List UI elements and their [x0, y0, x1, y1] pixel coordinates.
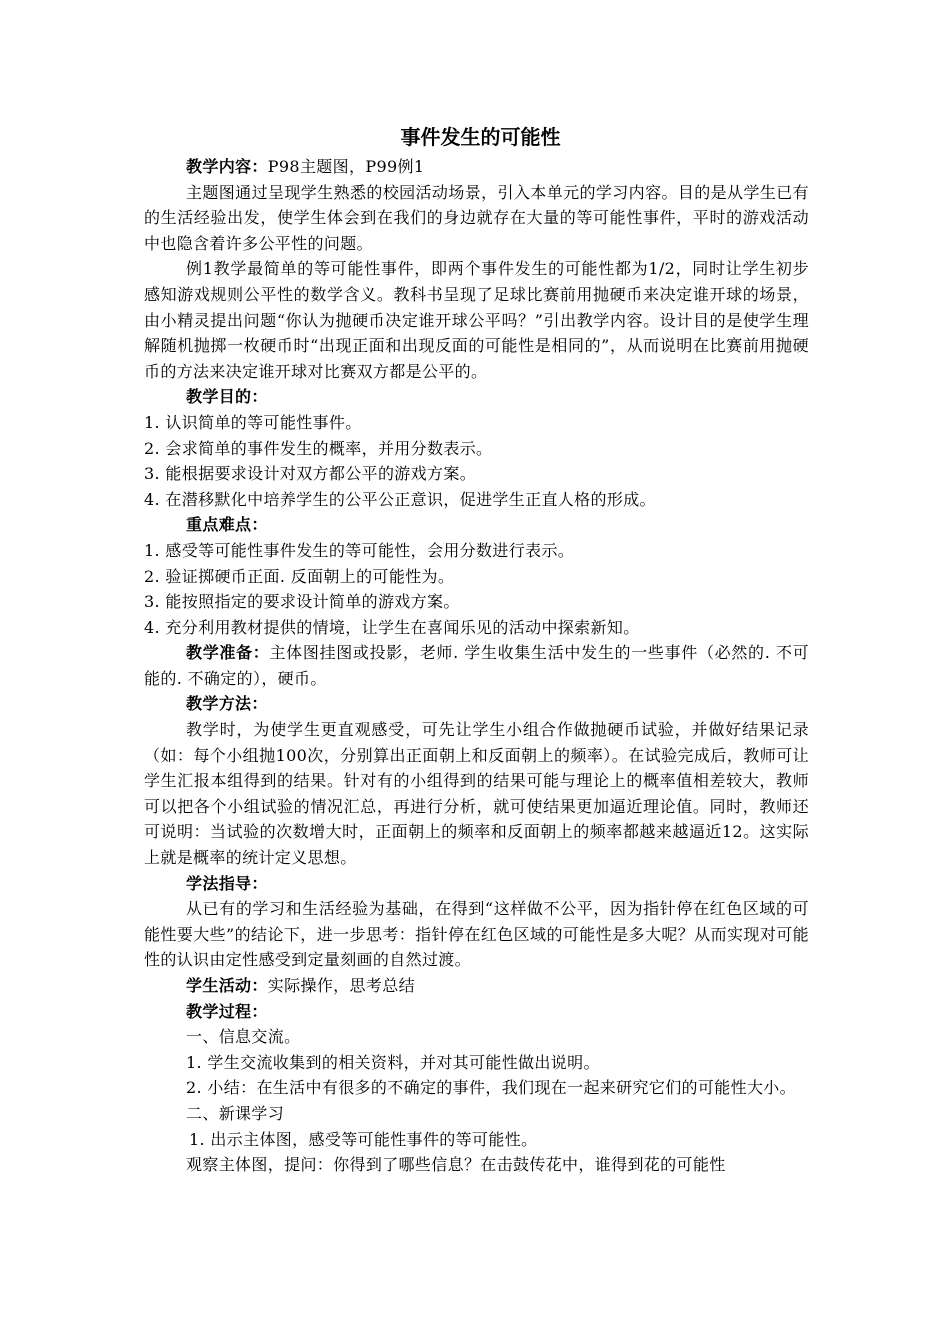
guidance-text: 从已有的学习和生活经验为基础，在得到“这样做不公平，因为指针停在红色区域的可能性要大些”的结论下，进一步思考：指针停在红色区域的可能性是多大呢？从而实现对可能性的认识由定性感受到定量刻画的自然过渡。	[144, 899, 809, 970]
process-s1-item-2: 2. 小结：在生活中有很多的不确定的事件，我们现在一起来研究它们的可能性大小。	[186, 1078, 797, 1098]
process-heading: 教学过程：	[186, 1001, 268, 1021]
goal-item-1: 1. 认识简单的等可能性事件。	[144, 412, 362, 432]
keypoint-item-3: 3. 能按照指定的要求设计简单的游戏方案。	[144, 592, 460, 612]
process-s1-item-1: 1. 学生交流收集到的相关资料，并对其可能性做出说明。	[186, 1052, 600, 1072]
keypoint-item-4: 4. 充分利用教材提供的情境，让学生在喜闻乐见的活动中探索新知。	[144, 617, 640, 637]
content-text: P98主题图，P99例1	[267, 157, 425, 176]
keypoint-item-1: 1. 感受等可能性事件发生的等可能性，会用分数进行表示。	[144, 540, 575, 560]
preparation-paragraph	[144, 640, 809, 691]
process-s2-item-1: 1. 出示主体图，感受等可能性事件的等可能性。	[189, 1129, 538, 1149]
preparation-heading: 教学准备：	[186, 643, 270, 663]
process-section-2: 二、新课学习	[186, 1103, 285, 1123]
method-text: 教学时，为使学生更直观感受，可先让学生小组合作做抛硬币试验，并做好结果记录（如：每个小组抛100次，分别算出正面朝上和反面朝上的频率）。在试验完成后，教师可让学生汇报本组得到的结果。针对有的小组得到的结果可能与理论上的概率值相差较大，教师可以把各个小组试验的情况汇总，再进行分析，就可使结果更加逼近理论值。同时，教师还可说明：当试验的次数增大时，正面朝上的频率和反面朝上的频率都越来越逼近12。这实际上就是概率的统计定义思想。	[144, 720, 809, 868]
goals-heading: 教学目的：	[186, 387, 268, 407]
content-heading: 教学内容：	[186, 157, 268, 176]
intro-paragraph-2: 例1教学最简单的等可能性事件，即两个事件发生的可能性都为1/2，同时让学生初步感知游戏规则公平性的数学含义。教科书呈现了足球比赛前用抛硬币来决定谁开球的场景，由小精灵提出问题“你认为抛硬币决定谁开球公平吗？”引出教学内容。设计目的是使学生理解随机抛掷一枚硬币时“出现正面和出现反面的可能性是相同的”，从而说明在比赛前用抛硬币的方法来决定谁开球对比赛双方都是公平的。	[144, 259, 809, 381]
document-page	[144, 120, 809, 1178]
process-s2-text: 观察主体图，提问：你得到了哪些信息？在击鼓传花中，谁得到花的可能性	[186, 1155, 726, 1175]
activity-line	[144, 973, 809, 999]
content-line	[144, 154, 809, 180]
keypoints-heading: 重点难点：	[186, 515, 268, 535]
method-heading: 教学方法：	[186, 694, 268, 714]
document-title: 事件发生的可能性	[400, 125, 561, 149]
process-section-1: 一、信息交流。	[186, 1027, 301, 1047]
goal-item-3: 3. 能根据要求设计对双方都公平的游戏方案。	[144, 464, 477, 484]
preparation-text: 主体图挂图或投影，老师. 学生收集生活中发生的一些事件（必然的. 不可能的. 不确定的），硬币。	[144, 643, 809, 688]
goal-item-2: 2. 会求简单的事件发生的概率，并用分数表示。	[144, 438, 493, 458]
goal-item-4: 4. 在潜移默化中培养学生的公平公正意识，促进学生正直人格的形成。	[144, 489, 656, 509]
keypoint-item-2: 2. 验证掷硬币正面. 反面朝上的可能性为。	[144, 566, 455, 586]
activity-text: 实际操作，思考总结	[267, 976, 415, 995]
intro-paragraph-1: 主题图通过呈现学生熟悉的校园活动场景，引入本单元的学习内容。目的是从学生已有的生活经验出发，使学生体会到在我们的身边就存在大量的等可能性事件，平时的游戏活动中也隐含着许多公平性的问题。	[144, 182, 809, 253]
activity-heading: 学生活动：	[186, 976, 268, 995]
guidance-heading: 学法指导：	[186, 873, 268, 893]
